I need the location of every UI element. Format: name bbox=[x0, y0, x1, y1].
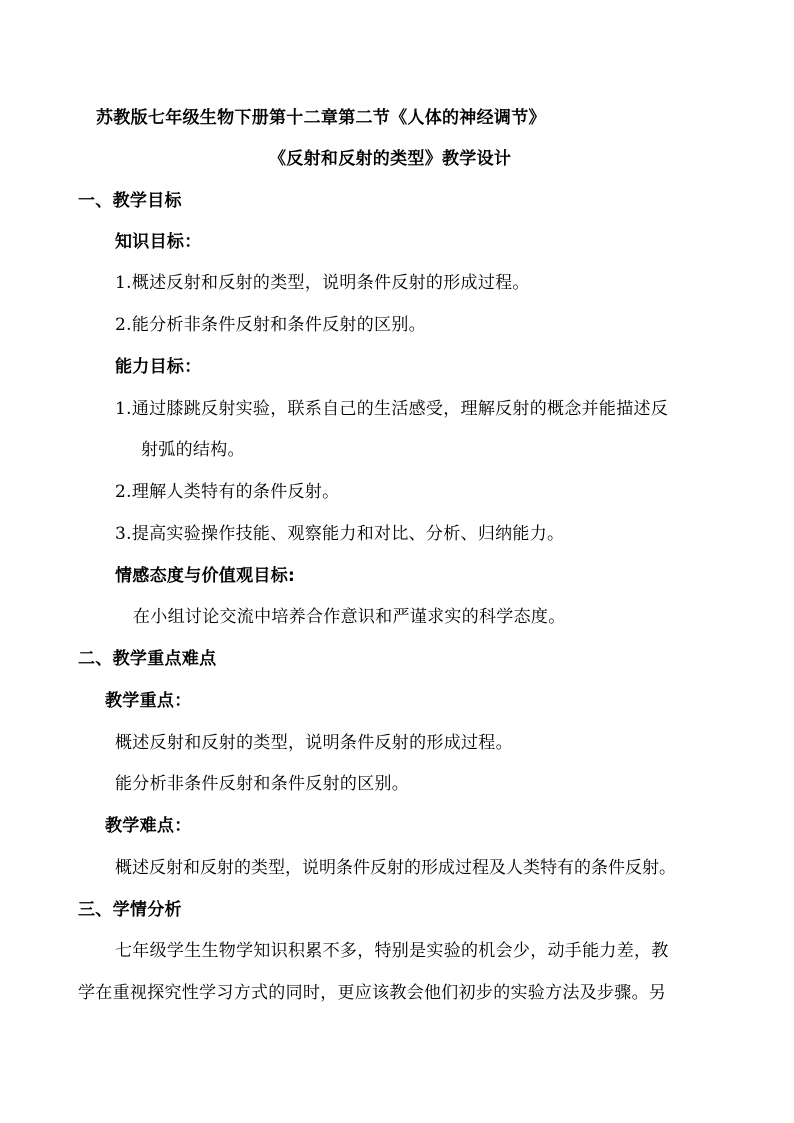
key-points-label: 教学重点： bbox=[105, 691, 192, 711]
knowledge-goal-item: 2.能分析非条件反射和条件反射的区别。 bbox=[115, 315, 426, 335]
analysis-paragraph-line2: 学在重视探究性学习方式的同时，更应该教会他们初步的实验方法及步骤。另 bbox=[78, 983, 667, 1003]
emotion-goals-label: 情感态度与价值观目标: bbox=[115, 566, 296, 586]
section2-heading: 二、教学重点难点 bbox=[78, 649, 217, 669]
key-point-item: 能分析非条件反射和条件反射的区别。 bbox=[115, 774, 410, 794]
difficulties-label: 教学难点： bbox=[105, 816, 192, 836]
knowledge-goals-label: 知识目标： bbox=[115, 232, 202, 252]
ability-goal-item-3: 3.提高实验操作技能、观察能力和对比、分析、归纳能力。 bbox=[115, 524, 565, 544]
section3-heading: 三、学情分析 bbox=[78, 900, 182, 920]
analysis-paragraph-line1: 七年级学生生物学知识积累不多，特别是实验的机会少，动手能力差，教 bbox=[115, 941, 669, 961]
document-title-line2: 《反射和反射的类型》教学设计 bbox=[269, 149, 512, 169]
knowledge-goal-item: 1.概述反射和反射的类型，说明条件反射的形成过程。 bbox=[115, 273, 530, 293]
difficulty-text: 概述反射和反射的类型，说明条件反射的形成过程及人类特有的条件反射。 bbox=[115, 858, 676, 878]
ability-goals-label: 能力目标： bbox=[115, 357, 202, 377]
document-title-line1: 苏教版七年级生物下册第十二章第二节《人体的神经调节》 bbox=[96, 108, 546, 128]
emotion-goal-text: 在小组讨论交流中培养合作意识和严谨求实的科学态度。 bbox=[133, 607, 566, 627]
ability-goal-item-1-line1: 1.通过膝跳反射实验，联系自己的生活感受，理解反射的概念并能描述反 bbox=[115, 399, 669, 419]
ability-goal-item-1-line2: 射弧的结构。 bbox=[141, 440, 245, 460]
ability-goal-item-2: 2.理解人类特有的条件反射。 bbox=[115, 482, 340, 502]
key-point-item: 概述反射和反射的类型，说明条件反射的形成过程。 bbox=[115, 733, 513, 753]
section1-heading: 一、教学目标 bbox=[78, 191, 182, 211]
